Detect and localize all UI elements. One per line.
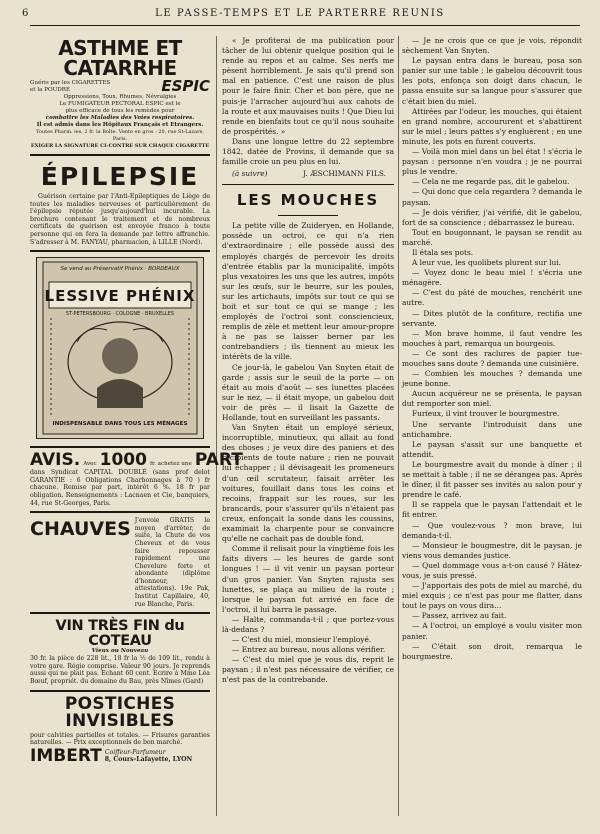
ad-asthme-line: plus efficace de tous les remèdes pour xyxy=(65,108,175,114)
ad-avis-achetez: fr. achetez une xyxy=(149,461,192,468)
article-paragraph: — C'est du miel, monsieur l'employé. xyxy=(232,635,372,645)
article-paragraph: La petite ville de Zuideryen, en Hollande, possède un octroi, ce qui n'a rien d'extraordinaire ; elle possède aussi des employés chargés de percevoir les droits d'entrée établis par la municipalité, impôts plus vexatoires les uns que les autres, impôts sur les œufs, sur le beurre, sur les poules, sur les artichauts, impôts sur tout ce qui se boit et sur tout ce qui se mange ; les employés de l'octroi sont consciencieux, remplis de zèle et mettent leur amour-propre à ne pas se laisser berner par les contrebandiers ; ils tiennent au mieux les intérêts de la ville. xyxy=(222,221,394,362)
ad-epilepsie-title: ÉPILEPSIE xyxy=(40,162,200,191)
ad-postiches-title: POSTICHES INVISIBLES xyxy=(64,693,176,731)
article-paragraph: — Halte, commanda-t-il ; que portez-vous là-dedans ? xyxy=(222,614,394,634)
article-paragraph: « Je profiterai de ma publication pour tâcher de lui obtenir quelque position qui le rende au repos et au calme. Ses nerfs me pèsent horriblement. Je sais qu'il prend son mal en patience. C'est une raison de plus pour le faire finir. Cher et bon père, que ne puis-je l'arracher aujourd'hui aux cahots de la route et aux mauvaises nuits ! Que Dieu lui rende en bienfaits tout ce qu'il nous souhaite de prospérités. » xyxy=(222,36,394,136)
ad-asthme-espic: ESPIC xyxy=(161,77,210,95)
article-title: LES MOUCHES xyxy=(236,191,380,210)
article-paragraph: — Passez, arrivez au fait. xyxy=(412,611,507,621)
article-paragraph: Le bourgmestre avait du monde à dîner ; il se mettait à table ; il ne se dérangea pas. Après le dîner, il fit passer ses invités au salon pour y prendre le café. xyxy=(402,459,582,500)
article-author: J. ÆSCHIMANN FILS. xyxy=(303,169,386,179)
title-rule xyxy=(278,215,338,216)
article-paragraph: — Voyez donc le beau miel ! s'écria une ménagère. xyxy=(402,268,582,288)
article-paragraph: — Combien les mouches ? demanda une jeune bonne. xyxy=(402,369,582,389)
ad-asthme-title: ASTHME ET CATARRHE xyxy=(58,36,182,80)
ad-avis-amount: 1000 xyxy=(99,450,147,471)
article-paragraph: — Quel dommage vous a-t-on causé ? Hâtez-vous, je suis pressé. xyxy=(402,560,582,580)
section-rule xyxy=(222,184,394,185)
column-divider xyxy=(398,36,399,816)
article-paragraph: Tout en bougonnant, le paysan se rendit au marché. xyxy=(402,227,582,247)
article-paragraph: Une servante l'introduisit dans une antichambre. xyxy=(402,419,582,439)
article-paragraph: Furieux, il vint trouver le bourgmestre. xyxy=(412,409,560,419)
ad-avis-text: dans Syndicat CAPITAL DOUBLÉ (sans prof delot GARANTIE : 6 Obligations Charbonnages à 70 ) fr chacune. Remise par part, intérêt 6 %. 18 fr par obligation. Renseignements : Lacnaen et Cie, banquiers, 44, rue St-Georges, Paris. xyxy=(30,469,210,507)
article-paragraph: Le paysan s'assit sur une banquette et attendit. xyxy=(402,439,582,459)
article-paragraph: — A l'octroi, un employé a voulu visiter mon panier. xyxy=(402,621,582,641)
ad-avis-avec: Avec xyxy=(83,461,97,468)
ad-vin-title: VIN TRÈS FIN du COTEAU xyxy=(55,618,185,649)
journal-title: LE PASSE-TEMPS ET LE PARTERRE REUNIS xyxy=(155,8,445,19)
phenix-top-text: Se vend au Préservatif Phénix · BORDEAUX xyxy=(60,266,180,273)
phenix-illustration-icon xyxy=(37,258,203,438)
article-paragraph: — Je dois vérifier, j'ai vérifié, dit le gabelou, fort de sa conscience ; débarrassez le bureau. xyxy=(402,207,582,227)
article-column-right xyxy=(402,36,582,662)
article-paragraph: Dans une longue lettre du 22 septembre 1842, datée de Provins, il demande que sa famille croie un peu plus en lui. xyxy=(222,136,394,167)
column-divider xyxy=(216,36,217,816)
article-paragraph: — Que voulez-vous ? mon brave, lui demanda-t-il. xyxy=(402,520,582,540)
phenix-side-text: ST-PETERSBOURG · COLOGNE · BRUXELLES xyxy=(65,311,175,318)
ad-asthme-line: combattre les Maladies des Voies respiratoires. xyxy=(45,115,195,121)
article-paragraph: Ce jour-là, le gabelou Van Snyten était de garde ; assis sur le seuil de la porte — on était au mois d'août — ses lunettes placées sur le nez, — il était myope, un gabelou doit voir de près — il lisait la Gazette de Hollande, tout en surveillant les passants. xyxy=(222,362,394,422)
ad-postiches-text: pour calvities partielles et totales. — Frisures garanties naturelles. — Prix exceptionnels de bon marché. xyxy=(30,731,210,747)
ads-column xyxy=(30,36,243,766)
ad-postiches xyxy=(30,692,210,765)
ad-avis xyxy=(30,448,243,513)
article-paragraph: — Mon brave homme, il faut vendre les mouches à part, remarqua un bourgeois. xyxy=(402,328,582,348)
article-paragraph: — Entrez au bureau, nous allons vérifier. xyxy=(232,645,386,655)
phenix-box-illustration xyxy=(36,257,204,439)
phenix-brand: LESSIVE PHÉNIX xyxy=(44,287,196,306)
article-paragraph: — Ce sont des raclures de papier tue-mouches sans doute ? demanda une cuisinière. xyxy=(402,348,582,368)
article-paragraph: — Cela ne me regarde pas, dit le gabelou. xyxy=(412,177,570,187)
article-paragraph: — Je ne crois que ce que je vois, répondit sèchement Van Snyten. xyxy=(402,36,582,56)
ad-vin-subtitle: Vieux ou Nouveau xyxy=(91,648,149,655)
header-rule xyxy=(30,25,580,26)
ad-asthme-line: Le FUMIGATEUR PECTORAL ESPIC est le xyxy=(59,101,181,107)
ad-avis-title: AVIS. xyxy=(30,450,81,471)
ad-asthme-line: Guéris par les CIGARETTES xyxy=(30,79,111,86)
article-paragraph: — Monsieur le bougmestre, dit le paysan, je viens vous demandes justice. xyxy=(402,540,582,560)
article-paragraph: Aucun acquéreur ne se présenta, le paysan dut remporter son miel. xyxy=(402,389,582,409)
ad-imbert-name: IMBERT xyxy=(30,745,102,766)
article-paragraph: — C'est du pâté de mouches, renchérit une autre. xyxy=(402,288,582,308)
ad-asthme xyxy=(30,36,210,156)
article-paragraph: Le paysan entra dans le bureau, posa son panier sur une table ; le gabelou découvrit tous les pots, enfonça son doigt dans chacun, le passa ensuite sur sa langue pour s'assurer que c'était bien du miel. xyxy=(402,56,582,106)
article-paragraph: A leur vue, les quolibets plurent sur lui. xyxy=(412,258,561,268)
ad-chauves-text: J'envoie GRATIS le moyen d'arrêter, de suite, la Chute de vos Cheveux et de vous faire repousser rapidement une Chevelure forte et abondante (diplôme d'honneur, attestations). 19e Pak, Institut Capillaire, 40, rue Blanche, Paris. xyxy=(134,517,210,608)
ad-avis-part: PART xyxy=(194,450,243,471)
ad-chauves-title: CHAUVES xyxy=(30,518,131,541)
page-number: 6 xyxy=(22,8,29,19)
to-be-continued: (à suivre) xyxy=(232,169,268,179)
article-column-middle xyxy=(222,36,394,686)
ad-chauves xyxy=(30,513,210,614)
article-paragraph: Il étala ses pots. xyxy=(412,247,474,257)
ad-vin xyxy=(30,614,210,691)
article-paragraph: Attirées par l'odeur, les mouches, qui étaient en grand nombre, accoururent et s'abattirent sur le miel ; leurs pattes s'y engluèrent ; en une minute, les pots en furent couverts. xyxy=(402,106,582,146)
article-paragraph: — J'apportais des pots de miel au marché, du miel exquis ; ce n'est pas pour me flatter, dans tout le pays on vous dira… xyxy=(402,581,582,611)
ad-vin-text: 30 fr. la pièce de 228 lit., 18 fr la ½ de 109 lit., rendu à votre gare. Régie comprise. Valeur 90 jours. Je reprends aussi qui ne plait pas. Echant 60 cent. Ecrire à Mme Léa Bœuf, propriét. du domaine du Bau, près Nîmes (Gard) xyxy=(30,655,210,686)
ad-epilepsie xyxy=(30,156,210,252)
ad-asthme-line: et la POUDRE xyxy=(30,86,71,93)
ad-asthme-line: Toutes Pharm. ies, 2 fr. la Boîte. Vente en gros : 20, rue St-Lazare, Paris. xyxy=(35,129,205,142)
article-paragraph: — C'est du miel que je vous dis, reprit le paysan ; il n'est pas nécessaire de vérifier, ce n'est pas de la contrebande. xyxy=(222,655,394,685)
article-paragraph: — Qui donc que cela regardera ? demanda le paysan. xyxy=(402,187,582,207)
ad-asthme-line: Oppressions, Toux, Rhumes, Névralgies xyxy=(63,94,177,100)
page-header xyxy=(0,0,600,28)
ad-epilepsie-text: Guérison certaine par l'Anti-Epileptiques de Liège de toutes les maladies nerveuses et particulièrement de l'épilepsie réputée jusqu'aujourd'hui incurable. La brochure contenant le traitement et de nombreux certificats de guérison est envoyée franco à toute personne qui en fera la demande par lettre affranchie. S'adresser à M. FANYAU, pharmacien, à LILLE (Nord). xyxy=(30,193,210,246)
article-paragraph: Il se rappela que le paysan l'attendait et le fit entrer. xyxy=(402,500,582,520)
ad-phenix xyxy=(30,252,210,448)
article-paragraph: Comme il relisait pour la vingtième fois les faits divers — les heures de garde sont longues ! — il vit venir un paysan porteur d'un gros panier. Van Snyten rajusta ses lunettes, se plaça au milieu de la route ; lorsque le paysan fut arrivé en face de l'octroi, il lui barra le passage. xyxy=(222,544,394,614)
article-paragraph: — Dites plutôt de la confiture, rectifia une servante. xyxy=(402,308,582,328)
ad-asthme-line: Il est admis dans les Hôpitaux Français et Etrangers. xyxy=(36,122,204,128)
article-paragraph: — Voilà mon miel dans un bel état ! s'écria le paysan : personne n'en voudra ; je ne pourrai plus le vendre. xyxy=(402,147,582,177)
ad-imbert-role: Coiffeur-Parfumeur xyxy=(104,748,166,756)
phenix-bottom-text: INDISPENSABLE DANS TOUS LES MÉNAGES xyxy=(52,421,188,428)
ad-imbert-address: 8, Cours-Lafayette, LYON xyxy=(104,756,193,764)
article-signature xyxy=(222,167,394,179)
ad-asthme-line: EXIGER LA SIGNATURE CI-CONTRE SUR CHAQUE CIGARETTE xyxy=(30,143,210,149)
article-paragraph: — C'était son droit, remarqua le bourgmestre. xyxy=(402,641,582,661)
article-paragraph: Van Snyten était un employé sérieux, incorruptible, minutieux, qui allait au fond des choses ; je veux dire des paniers et des récipients de toute nature ; rien ne pouvait lui échapper ; il dévisageait les promeneurs d'un œil scrutateur, faisait arrêter les voitures, fouillait dans tous les coins et recoins, frappait sur les roues, sur les brancards, pour s'assurer qu'ils n'étaient pas creux, enfonçait la sonde dans les coussins, examinait la charpente pour se convaincre qu'elle ne cachait pas de double fond. xyxy=(222,423,394,544)
